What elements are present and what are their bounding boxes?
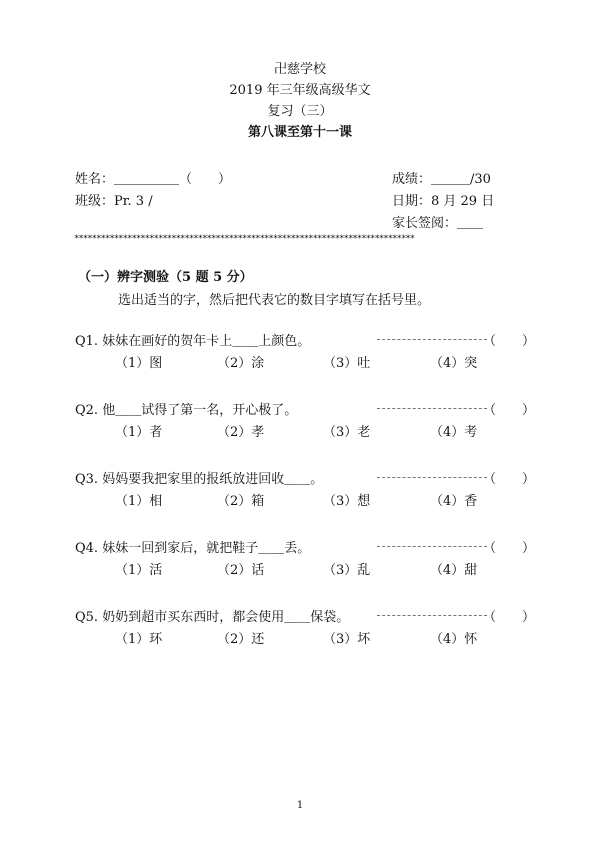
- name-field: 姓名：＿＿＿＿＿（ ）: [75, 172, 232, 187]
- option-2: （2）话: [217, 563, 265, 578]
- option-4: （4）突: [430, 356, 478, 371]
- option-2: （2）涂: [217, 356, 265, 371]
- option-1: （1）者: [115, 425, 163, 440]
- option-1: （1）相: [115, 494, 163, 509]
- question-2: [75, 399, 535, 441]
- question-stem: Q3. 妈妈要我把家里的报纸放进回收＿＿。: [75, 472, 324, 487]
- answer-parentheses: （ ）: [482, 610, 535, 625]
- option-2: （2）还: [217, 632, 265, 647]
- dotted-leader: [377, 615, 487, 616]
- option-3: （3）老: [323, 425, 371, 440]
- star-divider: *****************************************************************************: [74, 234, 415, 244]
- question-stem: Q2. 他＿＿试得了第一名，开心极了。: [75, 403, 298, 418]
- answer-parentheses: （ ）: [482, 334, 535, 349]
- date-field: 日期：8 月 29 日: [392, 194, 495, 209]
- page-number: 1: [296, 800, 304, 811]
- school-name: 卍慈学校: [273, 62, 326, 77]
- option-1: （1）图: [115, 356, 163, 371]
- question-5: [75, 606, 535, 648]
- option-2: （2）箱: [217, 494, 265, 509]
- question-stem: Q4. 妹妹一回到家后，就把鞋子＿＿丢。: [75, 541, 311, 556]
- answer-parentheses: （ ）: [482, 472, 535, 487]
- option-4: （4）考: [430, 425, 478, 440]
- question-stem: Q5. 奶奶到超市买东西时，都会使用＿＿保袋。: [75, 610, 350, 625]
- class-field: 班级：Pr. 3 /: [75, 194, 153, 209]
- dotted-leader: [377, 546, 487, 547]
- question-stem: Q1. 妹妹在画好的贺年卡上＿＿上颜色。: [75, 334, 311, 349]
- option-3: （3）想: [323, 494, 371, 509]
- parent-signature-field: 家长签阅：＿＿: [392, 216, 484, 231]
- option-3: （3）乱: [323, 563, 371, 578]
- dotted-leader: [377, 339, 487, 340]
- lessons-title: 第八课至第十一课: [247, 125, 352, 140]
- section-title: （一）辨字测验（5 题 5 分）: [78, 270, 253, 285]
- option-3: （3）坏: [323, 632, 371, 647]
- review-title: 复习（三）: [267, 104, 333, 119]
- answer-parentheses: （ ）: [482, 403, 535, 418]
- option-3: （3）吐: [323, 356, 371, 371]
- score-field: 成绩：＿＿＿/30: [392, 172, 491, 187]
- question-1: [75, 330, 535, 372]
- option-4: （4）怀: [430, 632, 478, 647]
- option-4: （4）香: [430, 494, 478, 509]
- section-instruction: 选出适当的字，然后把代表它的数目字填写在括号里。: [118, 293, 431, 308]
- option-1: （1）活: [115, 563, 163, 578]
- dotted-leader: [377, 477, 487, 478]
- option-4: （4）甜: [430, 563, 478, 578]
- answer-parentheses: （ ）: [482, 541, 535, 556]
- dotted-leader: [377, 408, 487, 409]
- question-4: [75, 537, 535, 579]
- question-3: [75, 468, 535, 510]
- subject-title: 2019 年三年级高级华文: [229, 83, 371, 98]
- option-2: （2）孝: [217, 425, 265, 440]
- option-1: （1）环: [115, 632, 163, 647]
